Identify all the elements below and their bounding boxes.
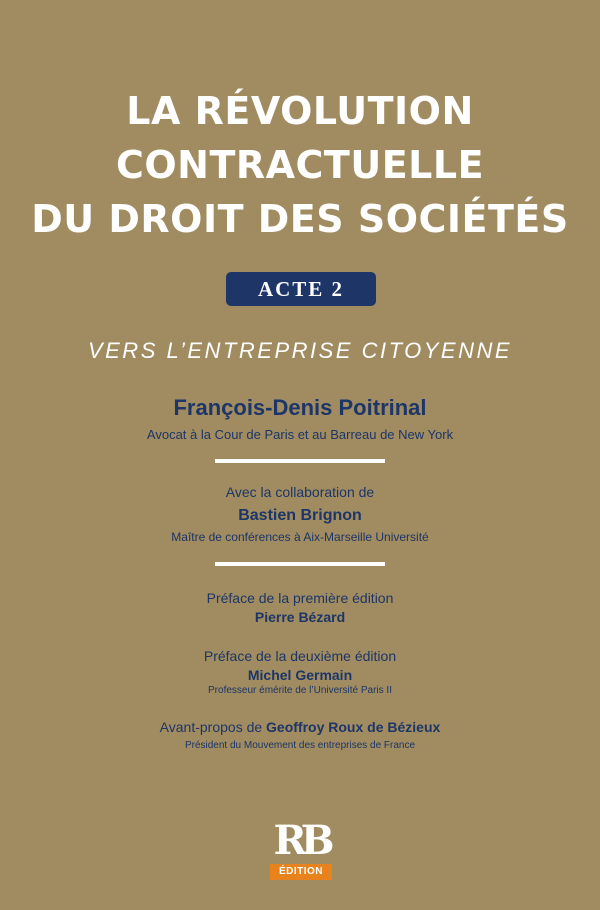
foreword-intro: Avant-propos de — [159, 719, 263, 735]
divider-rule — [215, 562, 385, 566]
publisher-edition-label: ÉDITION — [270, 864, 332, 880]
publisher-logo-mark: RB — [273, 817, 329, 864]
author-name: François-Denis Poitrinal — [173, 395, 427, 420]
acte-badge: ACTE 2 — [226, 272, 376, 306]
author-role: Avocat à la Cour de Paris et au Barreau de New York — [146, 427, 454, 442]
preface-second-intro: Préface de la deuxième édition — [203, 648, 397, 664]
foreword-author: Geoffroy Roux de Bézieux — [266, 719, 441, 735]
divider-rule — [215, 459, 385, 463]
title-line-1: LA RÉVOLUTION — [126, 89, 474, 133]
title-line-3: DU DROIT DES SOCIÉTÉS — [31, 197, 569, 241]
preface-second-role: Professeur émérite de l’Université Paris II — [208, 685, 392, 696]
book-title — [0, 84, 600, 246]
book-subtitle: VERS L’ENTREPRISE CITOYENNE — [87, 338, 513, 363]
collaboration-intro: Avec la collaboration de — [225, 484, 375, 500]
preface-first-intro: Préface de la première édition — [206, 590, 394, 606]
title-line-2: CONTRACTUELLE — [115, 143, 485, 187]
foreword-role: Président du Mouvement des entreprises de France — [184, 740, 416, 751]
preface-first-author: Pierre Bézard — [254, 609, 346, 625]
preface-second-author: Michel Germain — [247, 667, 353, 683]
collaborator-name: Bastien Brignon — [238, 507, 362, 524]
publisher-logo — [268, 818, 334, 880]
foreword-line — [0, 719, 600, 735]
collaborator-role: Maître de conférences à Aix-Marseille Université — [171, 530, 429, 544]
